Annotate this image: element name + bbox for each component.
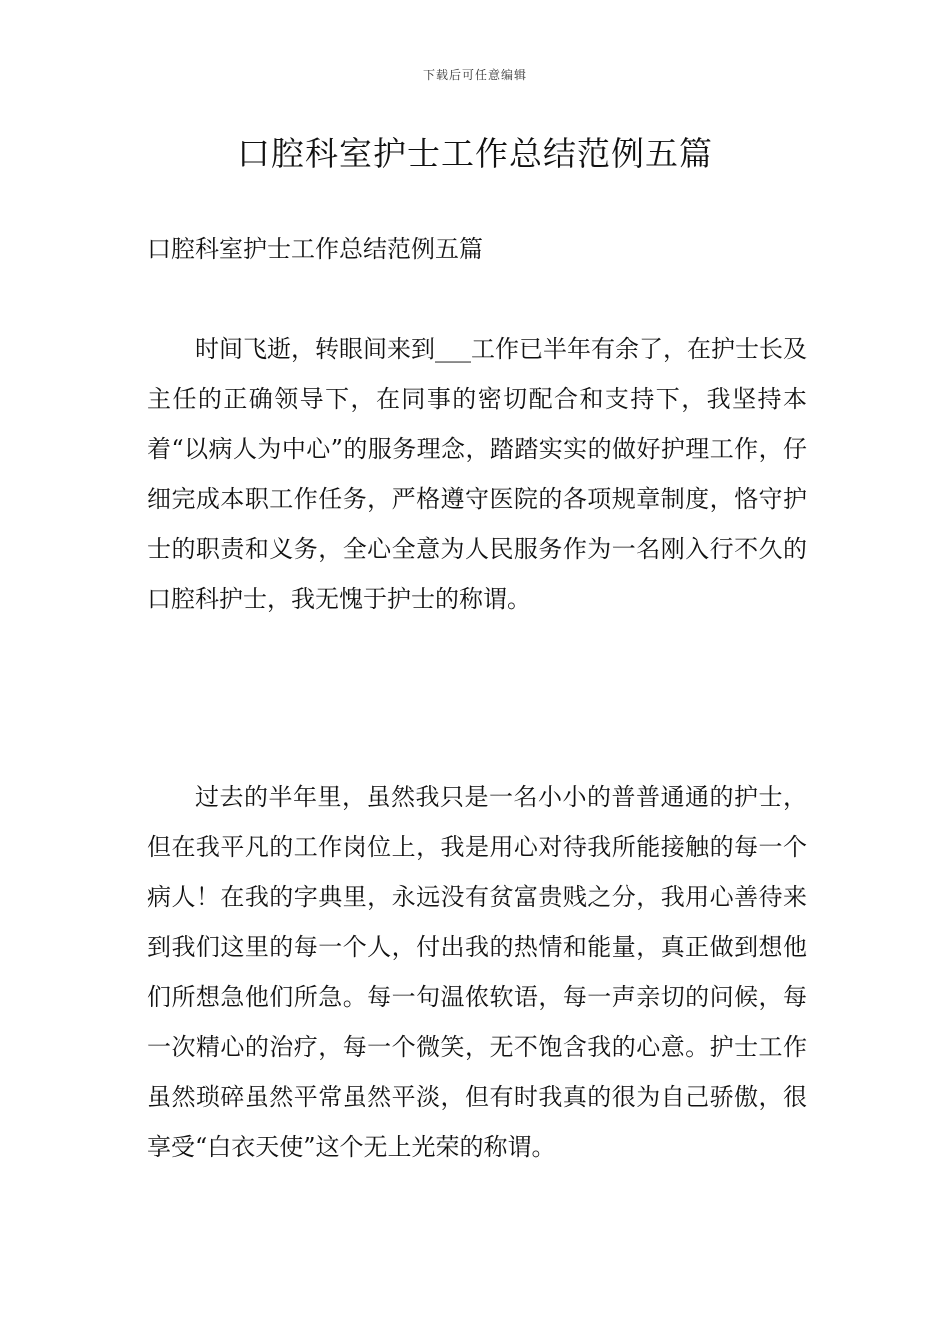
document-title: 口腔科室护士工作总结范例五篇 — [237, 134, 713, 173]
header-note: 下载后可任意编辑 — [422, 68, 527, 82]
document-subtitle: 口腔科室护士工作总结范例五篇 — [147, 235, 483, 263]
paragraph-2: 过去的半年里，虽然我只是一名小小的普普通通的护士，但在我平凡的工作岗位上，我是用心对待我所能接触的每一个病人！在我的字典里，永远没有贫富贵贱之分，我用心善待来到我们这里的每一个人，付出我的热情和能量，真正做到想他们所想急他们所急。每一句温侬软语，每一声亲切的问候，每一次精心的治疗，每一个微笑，无不饱含我的心意。护士工作虽然琐碎虽然平常虽然平淡，但有时我真的很为自己骄傲，很享受“白衣天使”这个无上光荣的称谓。 — [147, 783, 807, 1161]
paragraph-1: 时间飞逝，转眼间来到___工作已半年有余了，在护士长及主任的正确领导下，在同事的密切配合和支持下，我坚持本着“以病人为中心”的服务理念，踏踏实实的做好护理工作，仔细完成本职工作任务，严格遵守医院的各项规章制度，恪守护士的职责和义务，全心全意为人民服务作为一名刚入行不久的口腔科护士，我无愧于护士的称谓。 — [147, 335, 807, 613]
